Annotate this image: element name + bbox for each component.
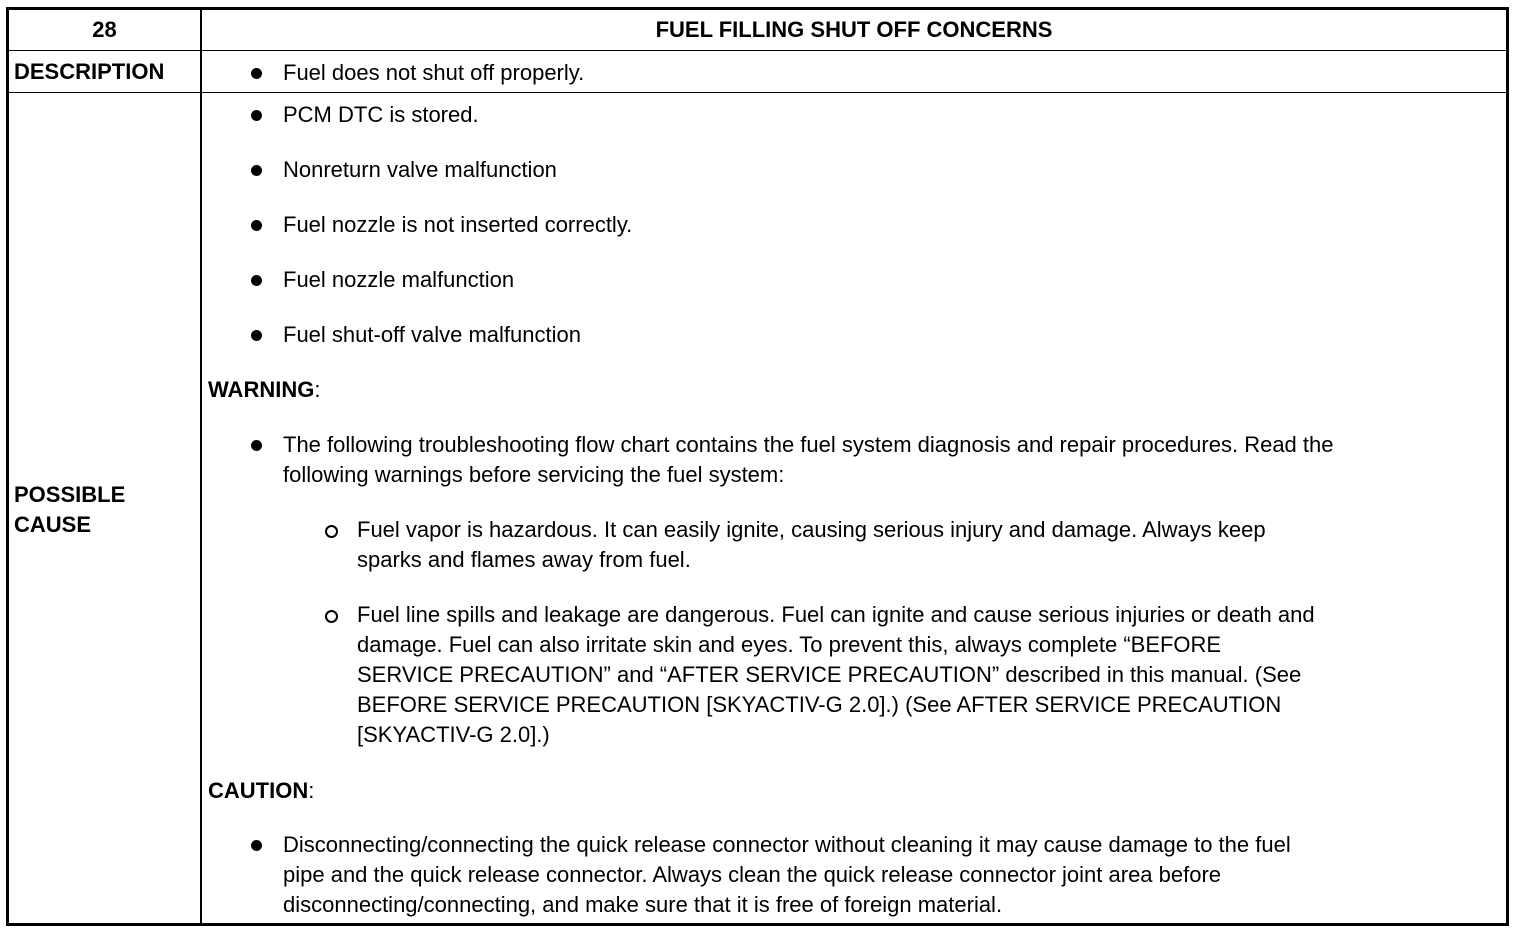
bullet-icon	[251, 165, 262, 176]
cause-item: Nonreturn valve malfunction	[283, 157, 557, 182]
bullet-icon	[251, 440, 262, 451]
warning-heading-text: WARNING	[208, 377, 315, 402]
cause-item: Fuel shut-off valve malfunction	[283, 322, 581, 347]
hollow-bullet-icon	[325, 610, 338, 623]
caution-item-line: pipe and the quick release connector. Always clean the quick release connector joint area before	[283, 862, 1222, 887]
hollow-bullet-icon	[325, 525, 338, 538]
cause-item: Fuel nozzle is not inserted correctly.	[283, 212, 633, 237]
step-number: 28	[92, 17, 117, 42]
description-label: DESCRIPTION	[14, 59, 165, 84]
caution-item-line: Disconnecting/connecting the quick release connector without cleaning it may cause damage to the fuel	[283, 832, 1291, 857]
column-divider	[200, 10, 202, 923]
possible-cause-label-line2: CAUSE	[14, 512, 92, 537]
warning-heading: WARNING:	[208, 377, 321, 402]
caution-item-line: disconnecting/connecting, and make sure that it is free of foreign material.	[283, 892, 1003, 917]
possible-cause-label-line1: POSSIBLE	[14, 482, 126, 507]
cause-item: PCM DTC is stored.	[283, 102, 479, 127]
warning-subitem-line: damage. Fuel can also irritate skin and eyes. To prevent this, always complete “BEFORE	[357, 632, 1222, 657]
warning-subitem-line: Fuel line spills and leakage are dangerous. Fuel can ignite and cause serious injuries or death and	[357, 602, 1315, 627]
warning-subitem-line: Fuel vapor is hazardous. It can easily ignite, causing serious injury and damage. Always keep	[357, 517, 1266, 542]
caution-heading: CAUTION:	[208, 778, 315, 803]
possible-cause-label	[14, 480, 125, 540]
bullet-icon	[251, 68, 262, 79]
troubleshooting-table	[6, 7, 1509, 926]
bullet-icon	[251, 330, 262, 341]
warning-subitem-line: BEFORE SERVICE PRECAUTION [SKYACTIV-G 2.0].) (See AFTER SERVICE PRECAUTION	[357, 692, 1282, 717]
warning-subitem-line: SERVICE PRECAUTION” and “AFTER SERVICE PRECAUTION” described in this manual. (See	[357, 662, 1302, 687]
warning-item-line: following warnings before servicing the fuel system:	[283, 462, 785, 487]
caution-heading-text: CAUTION	[208, 778, 309, 803]
bullet-icon	[251, 220, 262, 231]
bullet-icon	[251, 275, 262, 286]
cause-item: Fuel nozzle malfunction	[283, 267, 515, 292]
row-divider-description	[9, 92, 1506, 93]
description-item: Fuel does not shut off properly.	[283, 60, 585, 85]
bullet-icon	[251, 110, 262, 121]
warning-item-line: The following troubleshooting flow chart contains the fuel system diagnosis and repair procedures. Read the	[283, 432, 1334, 457]
warning-subitem-line: sparks and flames away from fuel.	[357, 547, 691, 572]
table-title: FUEL FILLING SHUT OFF CONCERNS	[655, 17, 1053, 42]
row-divider-header	[9, 50, 1506, 51]
warning-subitem-line: [SKYACTIV-G 2.0].)	[357, 722, 550, 747]
bullet-icon	[251, 840, 262, 851]
